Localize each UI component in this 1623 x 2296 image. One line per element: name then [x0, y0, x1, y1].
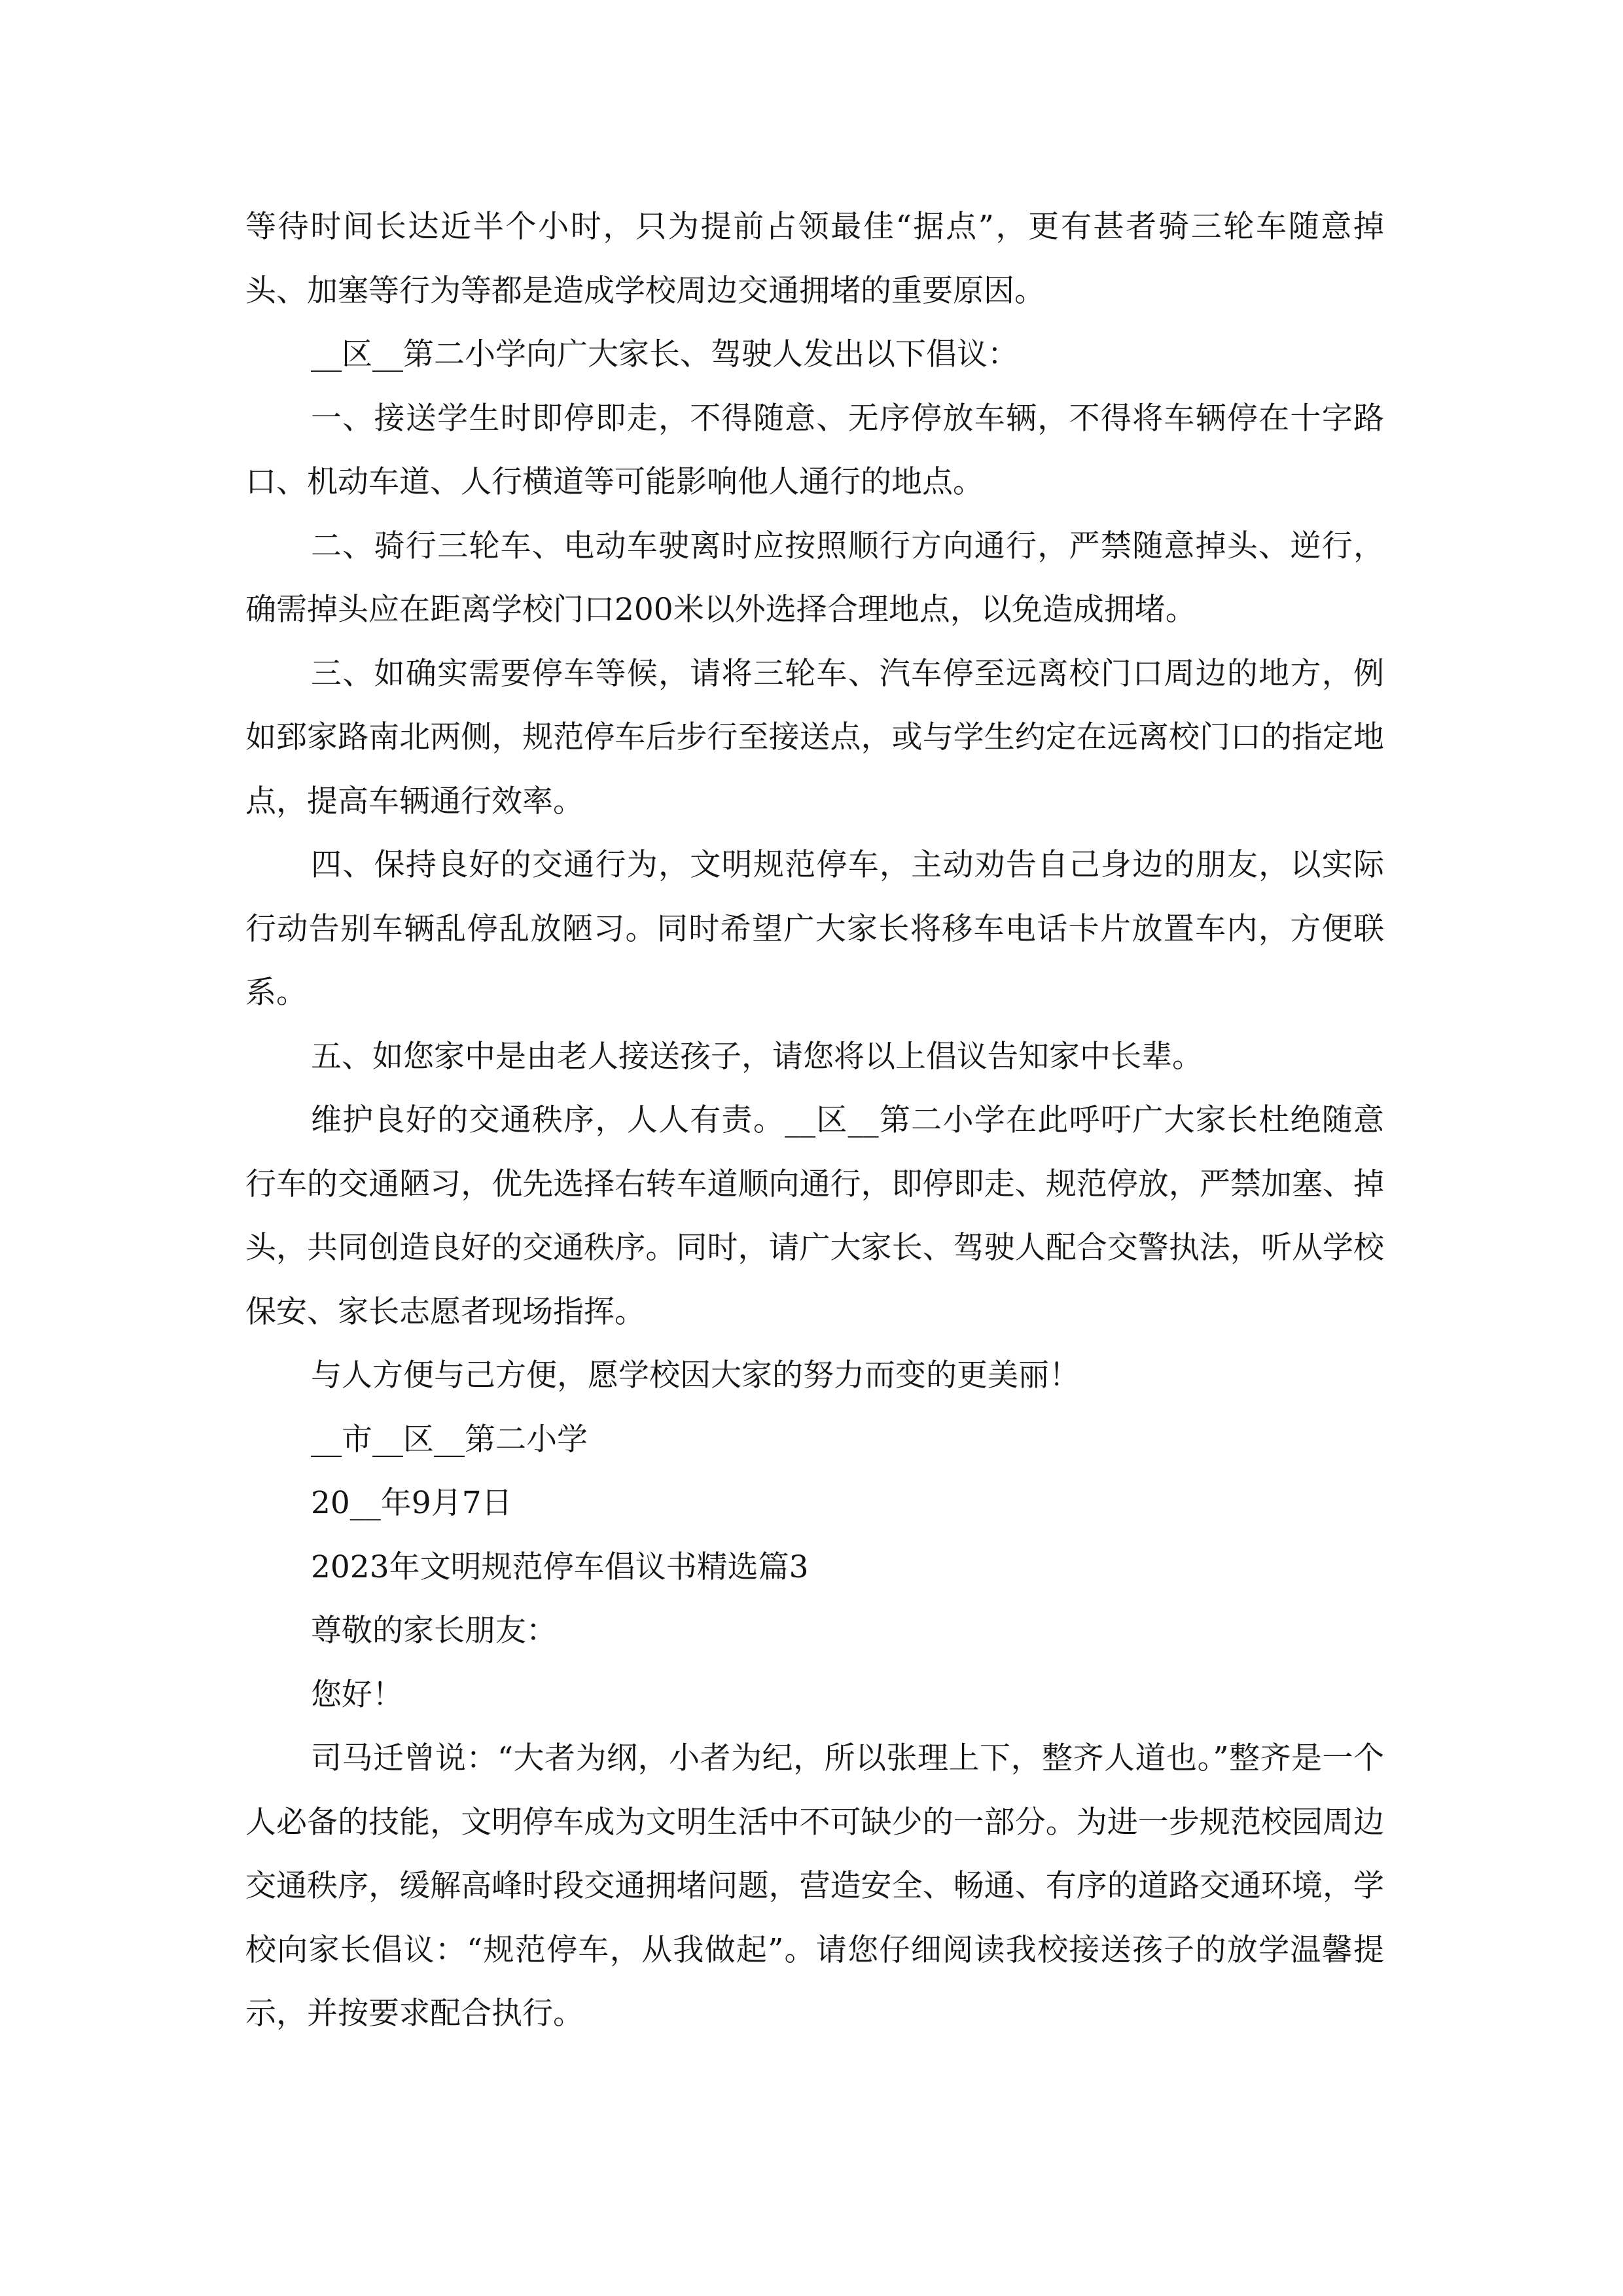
- paragraph-item-4: 四、保持良好的交通行为，文明规范停车，主动劝告自己身边的朋友，以实际行动告别车辆乱停乱放陋习。同时希望广大家长将移车电话卡片放置车内，方便联系。: [245, 847, 1384, 1011]
- paragraph-item-3: 三、如确实需要停车等候，请将三轮车、汽车停至远离校门口周边的地方，例如郅家路南北两侧，规范停车后步行至接送点，或与学生约定在远离校门口的指定地点，提高车辆通行效率。: [245, 655, 1384, 819]
- paragraph-appeal: 维护良好的交通秩序，人人有责。__区__第二小学在此呼吁广大家长杜绝随意行车的交通陋习，优先选择右转车道顺向通行，即停即走、规范停放，严禁加塞、掉头，共同创造良好的交通秩序。同时，请广大家长、驾驶人配合交警执法，听从学校保安、家长志愿者现场指挥。: [245, 1102, 1384, 1330]
- section-title: 2023年文明规范停车倡议书精选篇3: [311, 1549, 809, 1585]
- paragraph-item-2: 二、骑行三轮车、电动车驶离时应按照顺行方向通行，严禁随意掉头、逆行，确需掉头应在距离学校门口200米以外选择合理地点，以免造成拥堵。: [245, 528, 1384, 628]
- paragraph-body-3: 司马迁曾说：“大者为纲，小者为纪，所以张理上下，整齐人道也。”整齐是一个人必备的技能，文明停车成为文明生活中不可缺少的一部分。为进一步规范校园周边交通秩序，缓解高峰时段交通拥堵问题，营造安全、畅通、有序的道路交通环境，学校向家长倡议：“规范停车，从我做起”。请您仔细阅读我校接送孩子的放学温馨提示，并按要求配合执行。: [245, 1740, 1384, 2032]
- greeting: 您好！: [311, 1676, 403, 1713]
- signature-date: 20__年9月7日: [311, 1485, 512, 1521]
- paragraph-proposal-intro: __区__第二小学向广大家长、驾驶人发出以下倡议：: [311, 336, 1018, 372]
- document-body: [245, 195, 1384, 2046]
- salutation: 尊敬的家长朋友：: [311, 1613, 557, 1649]
- paragraph-closing: 与人方便与己方便，愿学校因大家的努力而变的更美丽！: [311, 1357, 1080, 1393]
- paragraph-item-1: 一、接送学生时即停即走，不得随意、无序停放车辆，不得将车辆停在十字路口、机动车道、人行横道等可能影响他人通行的地点。: [245, 400, 1384, 500]
- paragraph-item-5: 五、如您家中是由老人接送孩子，请您将以上倡议告知家中长辈。: [311, 1038, 1203, 1075]
- paragraph-continued-intro: 等待时间长达近半个小时，只为提前占领最佳“据点”，更有甚者骑三轮车随意掉头、加塞等行为等都是造成学校周边交通拥堵的重要原因。: [245, 209, 1384, 309]
- signature-school: __市__区__第二小学: [311, 1421, 588, 1458]
